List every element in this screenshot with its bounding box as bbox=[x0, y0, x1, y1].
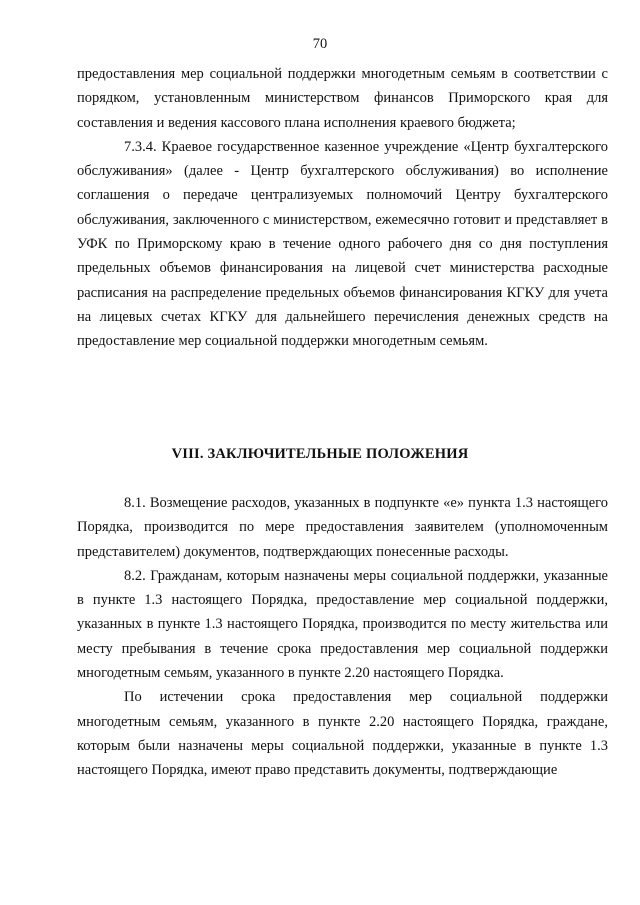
paragraph-clause-8-2: 8.2. Гражданам, которым назначены меры социальной поддержки, указанные в пункте 1.3 настоящего Порядка, предоставление мер социальной поддержки, указанных в пункте 1.3 настоящего Порядка, производится по месту жительства или месту пребывания в течение срока предоставления мер социальной поддержки многодетным семьям, указанного в пункте 2.20 настоящего Порядка. bbox=[77, 567, 608, 682]
page-number: 70 bbox=[312, 36, 328, 52]
paragraph-clause-7-3-4: 7.3.4. Краевое государственное казенное учреждение «Центр бухгалтерского обслуживания» (далее - Центр бухгалтерского обслуживания) во исполнение соглашения о передаче централизуемых полномочий Центру бухгалтерского обслуживания, заключенного с министерством, ежемесячно готовит и представляет в УФК по Приморскому краю в течение одного рабочего дня со дня поступления предельных объемов финансирования на лицевой счет министерства расходные расписания на распределение предельных объемов финансирования КГКУ для учета на лицевых счетах КГКУ для дальнейшего перечисления денежных средств на предоставление мер социальной поддержки многодетным семьям. bbox=[77, 138, 608, 350]
paragraph-clause-8-1: 8.1. Возмещение расходов, указанных в подпункте «е» пункта 1.3 настоящего Порядка, производится по мере предоставления заявителем (уполномоченным представителем) документов, подтверждающих понесенные расходы. bbox=[77, 495, 608, 560]
section-heading: VIII. ЗАКЛЮЧИТЕЛЬНЫЕ ПОЛОЖЕНИЯ bbox=[171, 446, 469, 462]
text-block-upper bbox=[77, 62, 608, 354]
paragraph-continuation: предоставления мер социальной поддержки многодетным семьям в соответствии с порядком, установленным министерством финансов Приморского края для составления и ведения кассового плана исполнения краевого бюджета; bbox=[77, 66, 608, 131]
paragraph-clause-8-2-continued: По истечении срока предоставления мер социальной поддержки многодетным семьям, указанного в пункте 2.20 настоящего Порядка, граждане, которым были назначены меры социальной поддержки, указанные в пункте 1.3 настоящего Порядка, имеют право представить документы, подтверждающие bbox=[77, 689, 608, 779]
text-block-lower bbox=[77, 491, 608, 783]
